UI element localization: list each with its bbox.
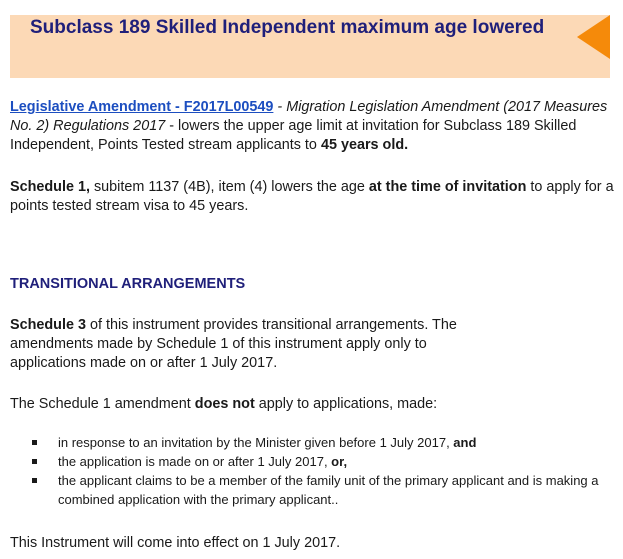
not-apply-text-a: The Schedule 1 amendment [10,396,195,412]
schedule3-line1 [10,316,616,335]
banner [10,15,610,78]
list-item-text: the application is made on or after 1 July 2017, [58,454,332,469]
transitional-heading: TRANSITIONAL ARRANGEMENTS [10,276,246,292]
bullet-icon [32,478,37,483]
arrow-icon [577,15,610,59]
schedule3-line1-text: of this instrument provides transitional arrangements. The [85,317,457,333]
not-apply-bold: does not [194,396,255,412]
age-limit: 45 years old. [320,137,409,153]
effect-paragraph: This Instrument will come into effect on 1 July 2017. [10,535,341,551]
schedule1-text-c: to apply for a points tested stream visa to 45 years. [10,179,614,214]
not-apply-paragraph [10,395,616,414]
intro-text: - lowers the upper age limit at invitation for Subclass 189 Skilled Independent, Points Tested stream applicants to [10,118,577,153]
intro-separator: - [273,99,287,115]
intro-paragraph [10,98,616,155]
list-item-bold: or, [331,454,348,469]
list-item-text: in response to an invitation by the Minister given before 1 July 2017, [58,435,454,450]
list-item-bold: and [453,435,477,450]
bullet-icon [32,459,37,464]
conditions-list [10,433,610,509]
schedule1-text-a: subitem 1137 (4B), item (4) lowers the age [89,179,369,195]
instrument-name: Migration Legislation Amendment (2017 Measures No. 2) Regulations 2017 [10,99,608,134]
legislative-amendment-link[interactable]: Legislative Amendment - F2017L00549 [10,99,274,115]
list-item [10,433,610,452]
schedule3-paragraph [10,316,616,373]
schedule1-label: Schedule 1, [10,179,90,195]
list-item [10,471,610,509]
schedule3-label: Schedule 3 [10,317,86,333]
list-item [10,452,610,471]
page-title: Subclass 189 Skilled Independent maximum age lowered [30,17,545,38]
schedule3-line3: applications made on or after 1 July 2017. [10,355,278,371]
list-item-text: the applicant claims to be a member of the family unit of the primary applicant and is making a combined application with the primary applicant.. [58,473,599,507]
schedule1-bold: at the time of invitation [368,179,527,195]
schedule3-line2: amendments made by Schedule 1 of this instrument apply only to [10,336,427,352]
bullet-icon [32,440,37,445]
schedule1-paragraph [10,178,616,216]
not-apply-text-b: apply to applications, made: [254,396,438,412]
